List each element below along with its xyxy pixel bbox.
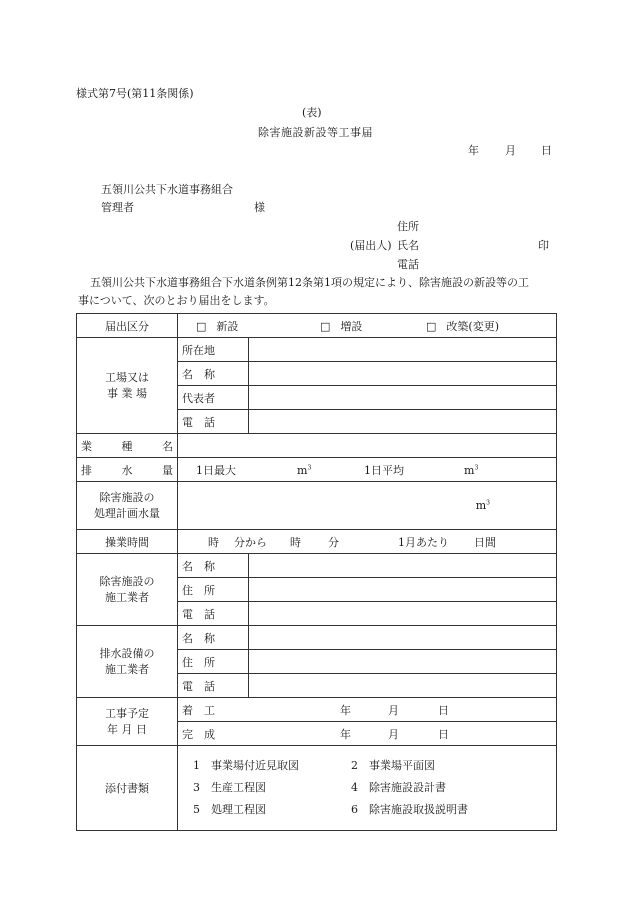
contractor-label-line-1: 除害施設の xyxy=(99,574,155,588)
contractor-phone-label: 電 話 xyxy=(178,602,249,626)
checkbox-icon: □ xyxy=(196,319,207,333)
drain-contractor-row xyxy=(77,626,557,650)
drainage-avg-label: 1日平均 xyxy=(364,463,404,477)
schedule-day-label: 日 xyxy=(438,703,449,717)
unit-m: m xyxy=(297,463,308,477)
schedule-year-label: 年 xyxy=(340,703,351,717)
schedule-end-label: 完 成 xyxy=(182,727,215,741)
intro-line-1: 五領川公共下水道事務組合下水道条例第12条第1項の規定により、除害施設の新設等の工 xyxy=(90,276,529,289)
date-year-label: 年 xyxy=(468,144,479,157)
option-expand-label: 増設 xyxy=(340,319,363,333)
drainage-row xyxy=(77,458,557,482)
schedule-label-line-1: 工事予定 xyxy=(105,706,149,720)
unit-m: m xyxy=(475,499,487,512)
contractor-address-label: 住 所 xyxy=(178,578,249,602)
applicant-phone-label: 電話 xyxy=(397,258,419,271)
attachments-row xyxy=(77,746,557,831)
drain-contractor-phone-field[interactable] xyxy=(249,674,557,698)
drainage-label-char: 水 xyxy=(121,463,133,477)
intro-line-2: 事について、次のとおり届出をします。 xyxy=(78,294,275,307)
factory-location-field[interactable] xyxy=(249,338,557,362)
application-table xyxy=(76,313,557,831)
applicant-name-label: 氏名 xyxy=(397,239,419,252)
contractor-address-field[interactable] xyxy=(249,578,557,602)
drain-contractor-label xyxy=(77,626,178,698)
contractor-row xyxy=(77,554,557,578)
industry-label-char: 名 xyxy=(162,439,173,453)
contractor-label-line-2: 施工業者 xyxy=(105,590,149,604)
attachment-num: 4 xyxy=(351,781,358,794)
factory-representative-label: 代表者 xyxy=(178,386,249,410)
schedule-label-line-2: 年 月 日 xyxy=(107,722,147,736)
plan-row xyxy=(77,482,557,530)
hours-row xyxy=(77,530,557,554)
hours-field[interactable] xyxy=(178,530,557,554)
list-item xyxy=(193,799,552,821)
factory-name-label: 名 称 xyxy=(178,362,249,386)
option-renovate[interactable] xyxy=(426,318,499,334)
schedule-row xyxy=(77,698,557,722)
drain-contractor-phone-label: 電 話 xyxy=(178,674,249,698)
factory-row xyxy=(77,338,557,362)
drain-contractor-address-label: 住 所 xyxy=(178,650,249,674)
drainage-label-char: 量 xyxy=(162,463,173,477)
schedule-start-field[interactable] xyxy=(178,698,557,722)
attachment-num: 3 xyxy=(193,781,200,794)
plan-label-line-2: 処理計画水量 xyxy=(94,506,160,520)
addressee-role: 管理者 xyxy=(101,201,134,214)
unit-m: m xyxy=(464,463,475,477)
list-item xyxy=(193,777,552,799)
schedule-year-label: 年 xyxy=(340,727,351,741)
plan-field[interactable] xyxy=(178,482,557,530)
attachment-num: 5 xyxy=(193,803,200,816)
unit-sup: 3 xyxy=(474,463,479,471)
option-new-label: 新設 xyxy=(216,319,239,333)
attachments-label: 添付書類 xyxy=(77,746,178,831)
attachment-num: 6 xyxy=(351,803,358,816)
page-title: 除害施設新設等工事届 xyxy=(258,126,373,139)
factory-location-label: 所在地 xyxy=(178,338,249,362)
factory-label xyxy=(77,338,178,434)
plan-label xyxy=(77,482,178,530)
schedule-month-label: 月 xyxy=(388,703,399,717)
option-expand[interactable] xyxy=(320,318,426,334)
factory-phone-label: 電 話 xyxy=(178,410,249,434)
schedule-month-label: 月 xyxy=(388,727,399,741)
schedule-start-label: 着 工 xyxy=(182,703,215,717)
attachment-text: 事業場付近見取図 xyxy=(211,759,299,772)
form-number: 様式第7号(第11条関係) xyxy=(76,87,194,100)
addressee-honorific: 様 xyxy=(254,201,265,214)
category-options xyxy=(178,314,557,338)
contractor-name-label: 名 称 xyxy=(178,554,249,578)
contractor-name-field[interactable] xyxy=(249,554,557,578)
side-label: (表) xyxy=(302,106,322,119)
attachment-text: 除害施設設計書 xyxy=(369,781,446,794)
hours-per-month-label: 1月あたり xyxy=(398,535,449,549)
option-new[interactable] xyxy=(196,318,320,334)
drainage-label xyxy=(77,458,178,482)
unit-sup: 3 xyxy=(307,463,312,471)
attachment-text: 事業場平面図 xyxy=(369,759,435,772)
drain-contractor-name-label: 名 称 xyxy=(178,626,249,650)
drain-contractor-label-line-1: 排水設備の xyxy=(99,646,155,660)
schedule-day-label: 日 xyxy=(438,727,449,741)
seal-mark: 印 xyxy=(538,239,549,252)
industry-label-char: 種 xyxy=(121,439,133,453)
industry-row xyxy=(77,434,557,458)
unit-sup: 3 xyxy=(486,499,490,507)
attachment-text: 生産工程図 xyxy=(211,781,266,794)
schedule-label xyxy=(77,698,178,746)
factory-phone-field[interactable] xyxy=(249,410,557,434)
checkbox-icon: □ xyxy=(426,319,437,333)
hours-label: 操業時間 xyxy=(77,530,178,554)
applicant-address-label: 住所 xyxy=(397,220,419,233)
option-renovate-label: 改築(変更) xyxy=(446,319,499,333)
category-row xyxy=(77,314,557,338)
factory-name-field[interactable] xyxy=(249,362,557,386)
date-day-label: 日 xyxy=(541,144,552,157)
drainage-avg-unit xyxy=(464,464,478,477)
contractor-phone-field[interactable] xyxy=(249,602,557,626)
factory-label-line-1: 工場又は xyxy=(105,370,149,384)
attachment-num: 2 xyxy=(351,759,358,772)
schedule-end-field[interactable] xyxy=(178,722,557,746)
drainage-label-char: 排 xyxy=(81,463,92,477)
drainage-max-unit xyxy=(297,464,364,477)
hours-days-label: 日間 xyxy=(474,535,496,549)
list-item xyxy=(193,755,552,777)
drain-contractor-label-line-2: 施工業者 xyxy=(105,662,149,676)
drain-contractor-address-field[interactable] xyxy=(249,650,557,674)
attachments-list xyxy=(178,746,557,831)
industry-label xyxy=(77,434,178,458)
attachment-num: 1 xyxy=(193,759,200,772)
contractor-label xyxy=(77,554,178,626)
checkbox-icon: □ xyxy=(320,319,331,333)
drainage-max-label: 1日最大 xyxy=(196,463,236,477)
factory-representative-field[interactable] xyxy=(249,386,557,410)
attachment-text: 除害施設取扱説明書 xyxy=(369,803,468,816)
hours-hour-label: 時 xyxy=(208,535,219,549)
hours-hour2-label: 時 xyxy=(290,535,301,549)
date-month-label: 月 xyxy=(505,144,516,157)
applicant-notifier-label: (届出人) xyxy=(350,239,392,252)
hours-from-label: 分から xyxy=(234,535,267,549)
industry-field[interactable] xyxy=(178,434,557,458)
factory-label-line-2: 事 業 場 xyxy=(107,386,147,400)
hours-minute-label: 分 xyxy=(328,535,339,549)
attachment-text: 処理工程図 xyxy=(211,803,266,816)
plan-label-line-1: 除害施設の xyxy=(99,490,155,504)
addressee-org: 五領川公共下水道事務組合 xyxy=(101,183,233,196)
category-label: 届出区分 xyxy=(77,314,178,338)
industry-label-char: 業 xyxy=(81,439,92,453)
drainage-field[interactable] xyxy=(178,458,557,482)
drain-contractor-name-field[interactable] xyxy=(249,626,557,650)
